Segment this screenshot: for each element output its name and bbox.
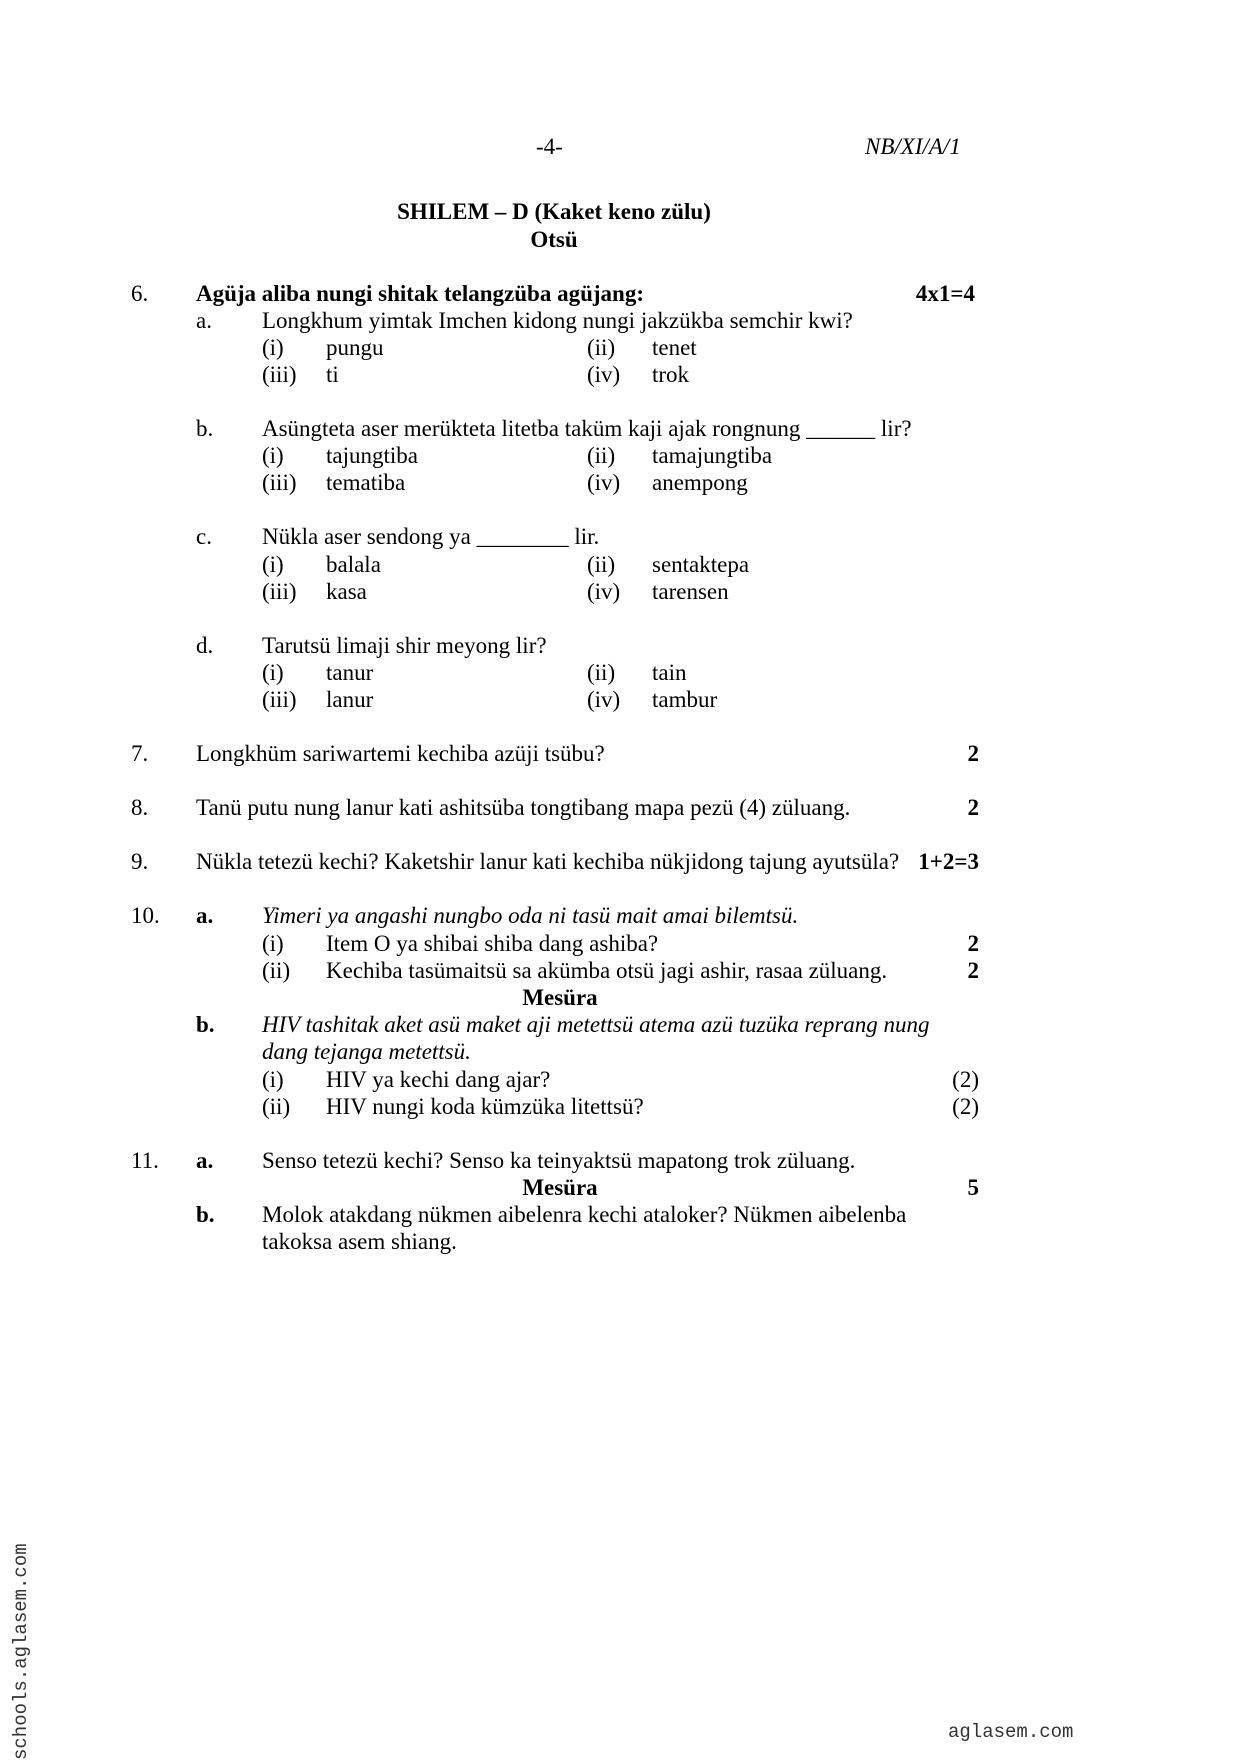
q6b-opt1-num: (i) (262, 443, 284, 468)
q6a-text: Longkhum yimtak Imchen kidong nungi jakzükba semchir kwi? (262, 308, 853, 333)
q10a-item2-marks: 2 (967, 958, 979, 983)
q7-number: 7. (131, 741, 149, 766)
q6b-opt4-num: (iv) (587, 470, 621, 495)
q10b-text-line1: HIV tashitak aket asü maket aji metettsü atema azü tuzüka reprang nung (262, 1012, 930, 1037)
q10b-item1-text: HIV ya kechi dang ajar? (326, 1067, 551, 1092)
paper-code: NB/XI/A/1 (865, 134, 961, 159)
q7-text: Longkhüm sariwartemi kechiba azüji tsübu? (196, 741, 605, 766)
q6d-opt2-num: (ii) (587, 660, 616, 685)
q6b-opt3-num: (iii) (262, 470, 297, 495)
q6a-opt3-num: (iii) (262, 362, 297, 387)
q6c-label: c. (196, 524, 212, 549)
q6-marks: 4x1=4 (915, 281, 975, 306)
q6-prompt: Agüja aliba nungi shitak telangzüba agüjang: (196, 281, 644, 306)
q8-marks: 2 (967, 795, 979, 820)
q6b-opt1-text: tajungtiba (326, 443, 418, 468)
q6a-opt2-num: (ii) (587, 335, 616, 360)
q6c-opt4-text: tarensen (652, 579, 729, 604)
q6c-opt2-num: (ii) (587, 552, 616, 577)
q9-number: 9. (131, 849, 149, 874)
q10a-item1-num: (i) (262, 931, 284, 956)
q8-text: Tanü putu nung lanur kati ashitsüba tongtibang mapa pezü (4) züluang. (196, 795, 851, 820)
q10b-item1-num: (i) (262, 1067, 284, 1092)
footer-watermark: aglasem.com (948, 1721, 1074, 1743)
q10a-item2-num: (ii) (262, 958, 291, 983)
q11a-text: Senso tetezü kechi? Senso ka teinyaktsü mapatong trok züluang. (262, 1148, 856, 1173)
q11b-text-line2: takoksa asem shiang. (262, 1229, 457, 1254)
section-subtitle: Otsü (530, 227, 578, 252)
q6d-text: Tarutsü limaji shir meyong lir? (262, 633, 547, 658)
q9-text: Nükla tetezü kechi? Kaketshir lanur kati kechiba nükjidong tajung ayutsüla? (196, 849, 900, 874)
q7-marks: 2 (967, 741, 979, 766)
q6a-opt1-text: pungu (326, 335, 384, 360)
q11-number: 11. (131, 1148, 159, 1173)
q6c-text: Nükla aser sendong ya ________ lir. (262, 524, 600, 549)
q6c-opt3-text: kasa (326, 579, 367, 604)
q10a-item1-marks: 2 (967, 931, 979, 956)
q6a-label: a. (196, 308, 212, 333)
q6d-opt3-num: (iii) (262, 687, 297, 712)
q6-number: 6. (131, 281, 149, 306)
q10-number: 10. (131, 903, 160, 928)
q6d-opt1-num: (i) (262, 660, 284, 685)
page-number: -4- (536, 134, 563, 159)
q6c-opt1-text: balala (326, 552, 381, 577)
q6c-opt1-num: (i) (262, 552, 284, 577)
q6a-opt3-text: ti (326, 362, 339, 387)
q11-or-divider: Mesüra (522, 1175, 598, 1200)
q6a-opt1-num: (i) (262, 335, 284, 360)
q9-marks: 1+2=3 (918, 849, 979, 874)
q6c-opt2-text: sentaktepa (652, 552, 750, 577)
q6b-label: b. (196, 416, 214, 441)
q10b-text-line2: dang tejanga metettsü. (262, 1039, 471, 1064)
q6d-label: d. (196, 633, 214, 658)
q11-marks: 5 (967, 1175, 979, 1200)
q6d-opt4-num: (iv) (587, 687, 621, 712)
q11b-label: b. (196, 1202, 215, 1227)
q6d-opt2-text: tain (652, 660, 687, 685)
q6b-opt2-text: tamajungtiba (652, 443, 773, 468)
q11b-text-line1: Molok atakdang nükmen aibelenra kechi ataloker? Nükmen aibelenba (262, 1202, 907, 1227)
q10a-item1-text: Item O ya shibai shiba dang ashiba? (326, 931, 659, 956)
section-title: SHILEM – D (Kaket keno zülu) (397, 199, 711, 224)
q6d-opt3-text: lanur (326, 687, 374, 712)
q10b-item2-marks: (2) (952, 1094, 979, 1119)
q11a-label: a. (196, 1148, 214, 1173)
q10b-label: b. (196, 1012, 215, 1037)
q6c-opt4-num: (iv) (587, 579, 621, 604)
q6a-opt4-num: (iv) (587, 362, 621, 387)
q6b-text: Asüngteta aser merükteta litetba taküm kaji ajak rongnung ______ lir? (262, 416, 912, 441)
q10a-text: Yimeri ya angashi nungbo oda ni tasü mait amai bilemtsü. (262, 903, 799, 928)
q6b-opt3-text: tematiba (326, 470, 406, 495)
side-watermark: schools.aglasem.com (10, 1543, 32, 1760)
q6a-opt2-text: tenet (652, 335, 697, 360)
q10a-label: a. (196, 903, 214, 928)
q10b-item2-num: (ii) (262, 1094, 291, 1119)
q8-number: 8. (131, 795, 149, 820)
q6a-opt4-text: trok (652, 362, 690, 387)
q10a-item2-text: Kechiba tasümaitsü sa akümba otsü jagi ashir, rasaa züluang. (326, 958, 888, 983)
q10b-item2-text: HIV nungi koda kümzüka litettsü? (326, 1094, 644, 1119)
q10b-item1-marks: (2) (952, 1067, 979, 1092)
q6d-opt4-text: tambur (652, 687, 718, 712)
q6b-opt4-text: anempong (652, 470, 748, 495)
q6d-opt1-text: tanur (326, 660, 374, 685)
q10-or-divider: Mesüra (522, 985, 598, 1010)
q6c-opt3-num: (iii) (262, 579, 297, 604)
q6b-opt2-num: (ii) (587, 443, 616, 468)
